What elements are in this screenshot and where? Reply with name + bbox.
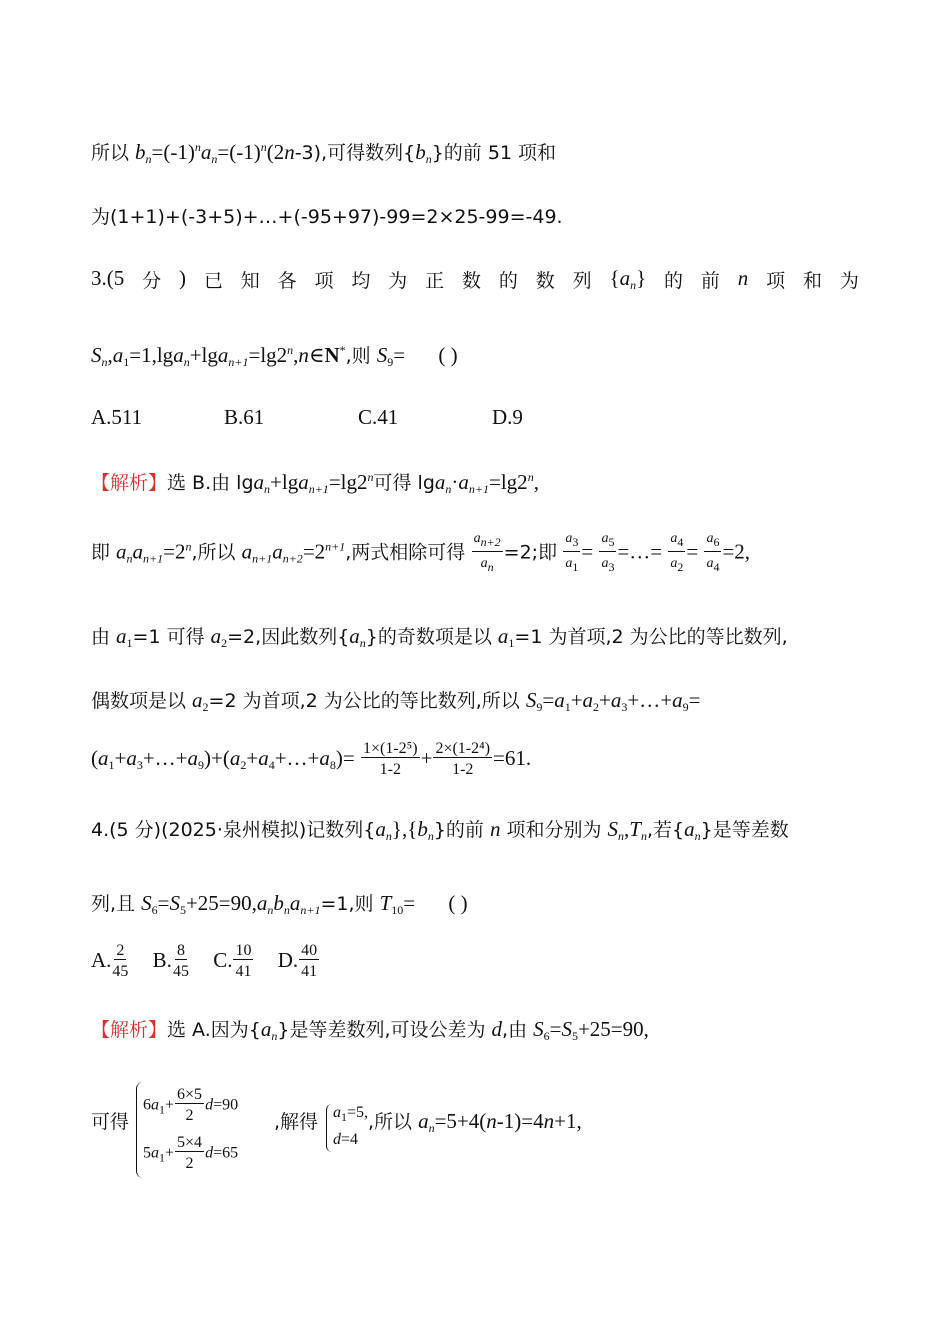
equation-1: $6a_1+$ $\frac{6\times 5}{2}$ d=90 bbox=[143, 1086, 239, 1124]
solution-d: d=4 bbox=[333, 1131, 359, 1148]
fraction: $\frac{a_3}{a_1}$ bbox=[565, 531, 579, 574]
solution-4-result: ,解得 bbox=[274, 1111, 319, 1133]
option-b[interactable]: B. $\frac{8}{45}$ bbox=[152, 942, 189, 980]
fraction: $\frac{\text{2×(1-2⁴)}}{1-2}$ bbox=[435, 740, 491, 778]
fraction: $\frac{\text{1×(1-2⁵)}}{1-2}$ bbox=[363, 740, 418, 778]
question-3-stem: 3.(5 分 ) 已 知 各 项 均 为 正 数 的 数 列 $\{a_n\}$ 的 前 n 项 和 为 bbox=[91, 266, 859, 292]
option-d[interactable]: D. $\frac{40}{41}$ bbox=[277, 942, 318, 980]
option-c[interactable]: C.41 bbox=[358, 405, 399, 429]
solution-4-line: 【解析】选 A.因为$\{a_n\}$是等差数列,可设公差为 d,由 $S_6=S_5+25=90$, bbox=[91, 1017, 649, 1043]
solution-3-line: 偶数项是以 $a_2=2$ 为首项,2 为公比的等比数列,所以 $S_9=a_1+a_2+a_3+\dots+a_9=$ bbox=[91, 688, 701, 714]
question-3-stem-2: $S_n,a_1=1,\lg a_n+\lg a_{n+1}=\lg 2^n,n\in N^*$,则 $S_9=$ ( ) bbox=[91, 343, 458, 369]
fraction: $\frac{a_{n+2}}{a_n}$ bbox=[473, 531, 501, 574]
sequence-an: $\{a_n\}$ bbox=[609, 266, 647, 292]
option-c[interactable]: C. $\frac{10}{41}$ bbox=[213, 942, 252, 980]
question-4-stem-2: 列,且 $S_6=S_5+25=90,a_nb_na_{n+1}=1$,则 $T_{10}=$ ( ) bbox=[91, 891, 468, 917]
analysis-tag: 【解析】 bbox=[91, 472, 168, 494]
option-a[interactable]: A.511 bbox=[91, 405, 143, 429]
text-line: 所以 $b_n=(-1)^na_n=(-1)^n(2n-3)$,可得数列$\{b_n\}$的前 51 项和 bbox=[91, 140, 557, 166]
analysis-tag: 【解析】 bbox=[91, 1019, 168, 1041]
text-line: 为(1+1)+(-3+5)+…+(-95+97)-99=2×25-99=-49. bbox=[91, 206, 563, 228]
option-d[interactable]: D.9 bbox=[492, 405, 523, 429]
fraction: $\frac{a_5}{a_3}$ bbox=[601, 531, 615, 574]
solution-a1: $a_1=5$, bbox=[333, 1104, 369, 1124]
solution-4-conclusion: ,所以 $a_n=5+4(n-1)=4n+1$, bbox=[368, 1109, 582, 1135]
question-4-stem: 4.(5 分)(2025·泉州模拟)记数列$\{a_n\},\{b_n\}$的前 n 项和分别为 $S_n,T_n$,若$\{a_n\}$是等差数 bbox=[91, 817, 789, 843]
solution-3-line: 即 $a_na_{n+1}=2^n$,所以 $a_{n+1}a_{n+2}=2^{n+1}$,两式相除可得 $\frac{a_{n+2}}{a_n}$ =2;即 $\frac{a_3}{a_1}$ = $\frac{a_5}{a_3}$ =…= $\frac{a_4}{a_2}$ = $\frac{a_6}{a_4}$ =2, bbox=[91, 530, 750, 577]
left-brace bbox=[326, 1104, 332, 1152]
option-a[interactable]: A. $\frac{2}{45}$ bbox=[91, 942, 129, 980]
fraction: $\frac{a_6}{a_4}$ bbox=[706, 531, 720, 574]
fraction: $\frac{a_4}{a_2}$ bbox=[670, 531, 684, 574]
solution-3-line: $(a_1+a_3+\dots+a_9)+(a_2+a_4+\dots+a_8)=$ $\frac{\text{1×(1-2⁵)}}{1-2}$ + $\frac{\text{2×(1-2⁴)}}{1-2}$ =61. bbox=[91, 740, 532, 778]
solution-3-line: 【解析】选 B.由 $\lg a_n+\lg a_{n+1}=\lg 2^n$可得 $\lg a_n\cdot a_{n+1}=\lg 2^n$, bbox=[91, 470, 539, 496]
left-brace bbox=[136, 1082, 143, 1178]
question-4-options bbox=[91, 942, 320, 982]
equation-2: $5a_1+$ $\frac{5\times 4}{2}$ d=65 bbox=[143, 1134, 239, 1172]
option-b[interactable]: B.61 bbox=[224, 405, 265, 429]
solution-3-line: 由 $a_1=1$ 可得 $a_2=2$,因此数列$\{a_n\}$的奇数项是以 $a_1=1$ 为首项,2 为公比的等比数列, bbox=[91, 624, 788, 650]
